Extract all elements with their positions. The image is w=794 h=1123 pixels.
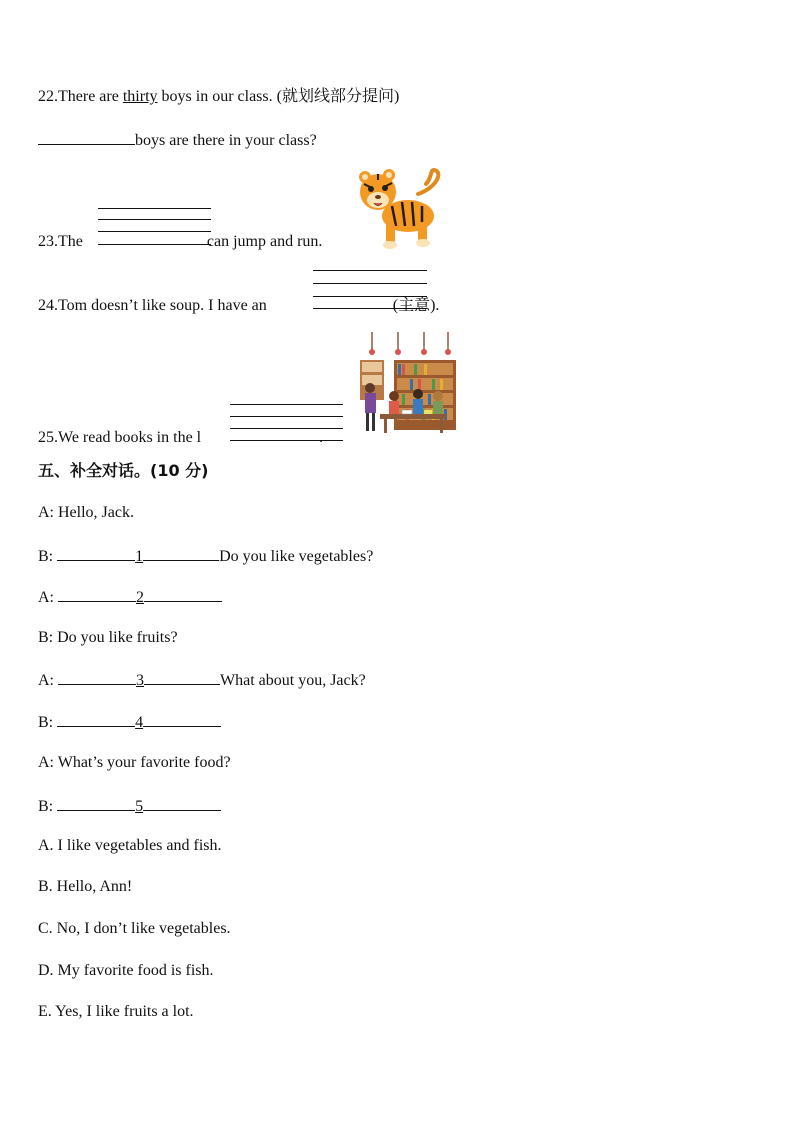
question-22 bbox=[38, 87, 399, 107]
q23-prefix: 23.The bbox=[38, 233, 83, 250]
option-b: B. Hello, Ann! bbox=[38, 878, 133, 895]
q22-prefix: 22.There are bbox=[38, 88, 123, 105]
writing-rule bbox=[230, 404, 343, 405]
blank-number: 3 bbox=[136, 672, 144, 689]
writing-rule bbox=[313, 283, 427, 284]
blank-1-right[interactable] bbox=[143, 545, 219, 561]
dialogue-line-5 bbox=[38, 669, 366, 691]
q24-prefix: 24.Tom doesn’t like soup. I have an bbox=[38, 297, 267, 314]
dialogue-line-7 bbox=[38, 753, 231, 773]
question-23 bbox=[38, 232, 322, 252]
writing-rule bbox=[230, 416, 343, 417]
q22-suffix: boys in our class. (就划线部分提问) bbox=[157, 88, 400, 105]
q24-suffix: (主意). bbox=[392, 297, 440, 314]
blank-number: 5 bbox=[135, 798, 144, 815]
blank-1-left[interactable] bbox=[57, 545, 135, 561]
blank-number: 2 bbox=[136, 589, 144, 606]
writing-rule bbox=[313, 270, 427, 271]
dialogue-line-2 bbox=[38, 545, 373, 567]
blank-3-left[interactable] bbox=[58, 669, 136, 685]
dialogue-line-1 bbox=[38, 503, 134, 523]
writing-rule bbox=[98, 219, 211, 220]
option-c: C. No, I don’t like vegetables. bbox=[38, 920, 231, 937]
blank-2-left[interactable] bbox=[58, 586, 136, 602]
dialogue-text: What about you, Jack? bbox=[220, 672, 366, 689]
q23-suffix: can jump and run. bbox=[206, 233, 323, 250]
dialogue-text: Do you like vegetables? bbox=[219, 548, 374, 565]
speaker-label: B: bbox=[38, 629, 54, 646]
blank-5-right[interactable] bbox=[143, 795, 221, 811]
speaker-label: B: bbox=[38, 714, 54, 731]
blank-number: 4 bbox=[135, 714, 144, 731]
blank-3-right[interactable] bbox=[144, 669, 220, 685]
dialogue-text: Hello, Jack. bbox=[58, 504, 134, 521]
q22-answer-blank[interactable] bbox=[38, 129, 135, 145]
speaker-label: A: bbox=[38, 672, 54, 689]
option-d: D. My favorite food is fish. bbox=[38, 962, 214, 979]
speaker-label: A: bbox=[38, 754, 54, 771]
q25-prefix: 25.We read books in the l bbox=[38, 429, 202, 446]
section-heading: 五、补全对话。(10 分) bbox=[38, 461, 209, 480]
question-25 bbox=[38, 428, 323, 448]
dialogue-text: Do you like fruits? bbox=[57, 629, 178, 646]
q22-answer-suffix: boys are there in your class? bbox=[135, 132, 317, 149]
q25-suffix: . bbox=[319, 429, 324, 446]
speaker-label: A: bbox=[38, 589, 54, 606]
speaker-label: B: bbox=[38, 798, 54, 815]
writing-rule bbox=[98, 208, 211, 209]
q22-underlined-word: thirty bbox=[122, 88, 158, 105]
blank-4-left[interactable] bbox=[57, 711, 135, 727]
speaker-label: B: bbox=[38, 548, 54, 565]
dialogue-text: What’s your favorite food? bbox=[57, 754, 231, 771]
dialogue-line-6 bbox=[38, 711, 221, 733]
question-24 bbox=[38, 296, 439, 316]
speaker-label: A: bbox=[38, 504, 54, 521]
option-a: A. I like vegetables and fish. bbox=[38, 837, 222, 854]
blank-number: 1 bbox=[135, 548, 144, 565]
blank-5-left[interactable] bbox=[57, 795, 135, 811]
blank-2-right[interactable] bbox=[144, 586, 222, 602]
dialogue-line-8 bbox=[38, 795, 221, 817]
dialogue-line-3 bbox=[38, 586, 222, 608]
tiger-illustration bbox=[356, 166, 446, 250]
option-e: E. Yes, I like fruits a lot. bbox=[38, 1003, 194, 1020]
blank-4-right[interactable] bbox=[143, 711, 221, 727]
library-illustration bbox=[358, 332, 458, 436]
dialogue-line-4 bbox=[38, 628, 178, 648]
q22-answer-line bbox=[38, 129, 317, 151]
